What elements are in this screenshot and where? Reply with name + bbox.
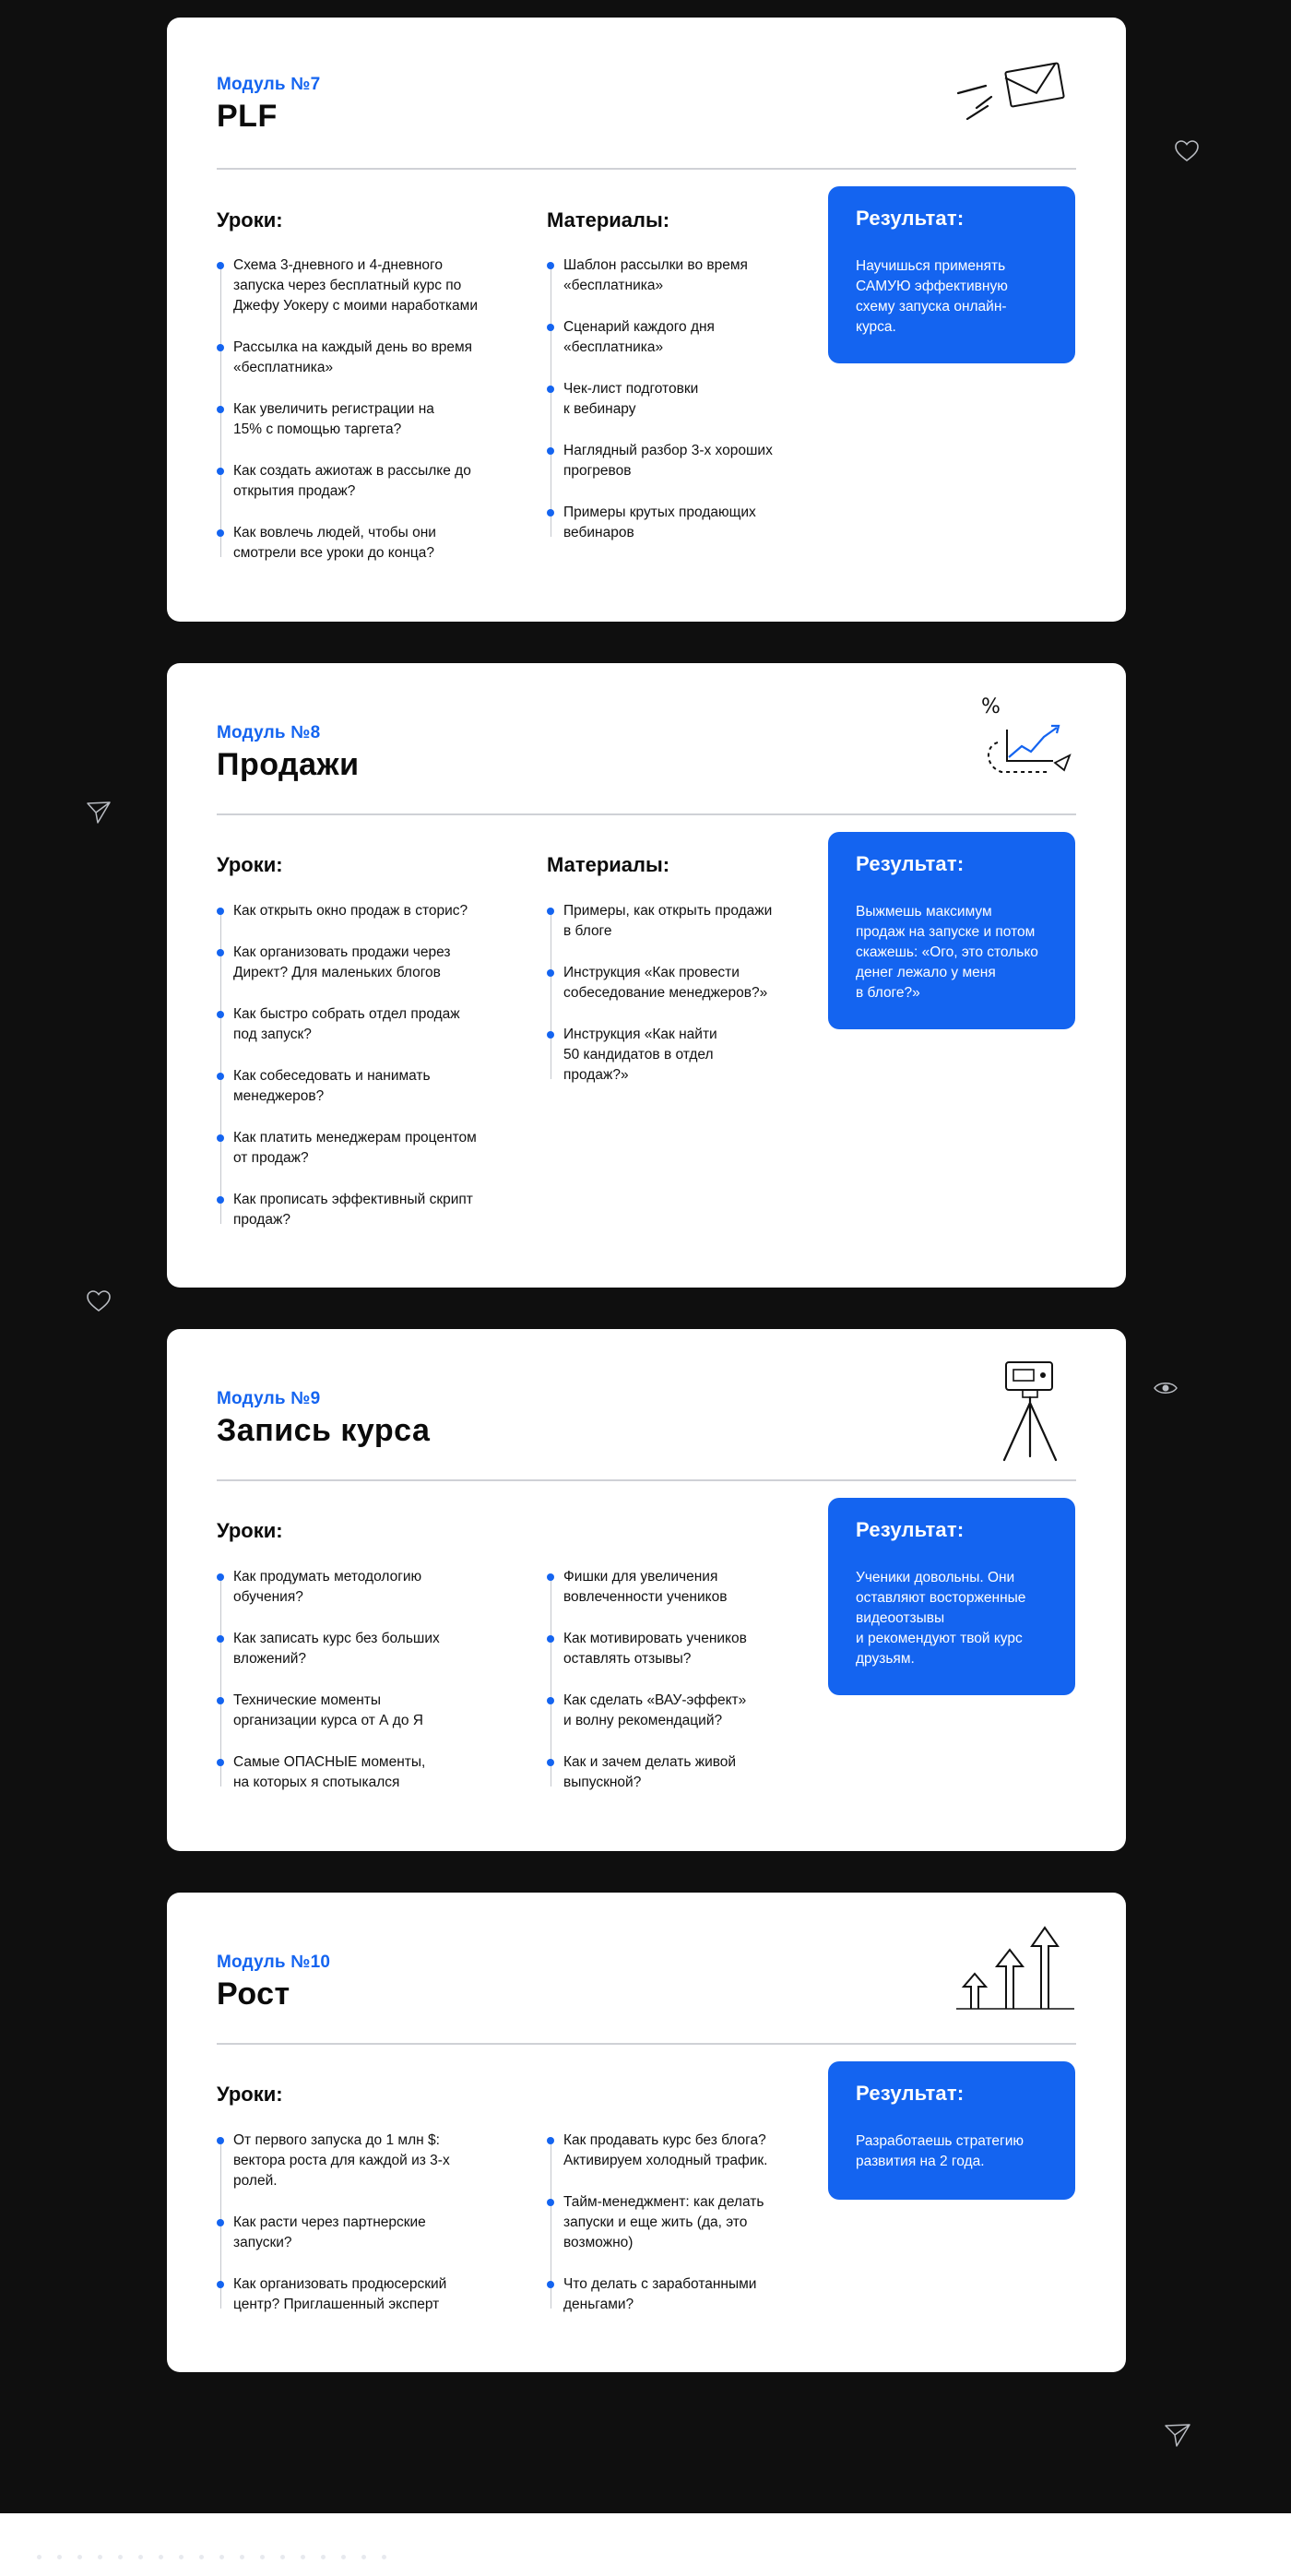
paper-plane-icon [86, 801, 112, 825]
camera-tripod-icon [988, 1357, 1071, 1466]
list-item: Технические моменты организации курса от А до Я [217, 1691, 512, 1731]
list-item: Самые ОПАСНЫЕ моменты, на которых я спотыкался [217, 1752, 512, 1793]
paper-plane-icon [1164, 2422, 1191, 2448]
result-box [828, 186, 1075, 363]
result-box [828, 832, 1075, 1029]
list-item: Рассылка на каждый день во время «бесплатника» [217, 338, 503, 378]
lessons-list [217, 1567, 512, 1814]
result-box [828, 1498, 1075, 1695]
list-item: Как прописать эффективный скрипт продаж? [217, 1190, 512, 1230]
result-text: Научишься применять САМУЮ эффективную схему запуска онлайн- курса. [856, 258, 1008, 335]
list-item: Сценарий каждого дня «бесплатника» [547, 317, 814, 358]
result-heading: Результат: [856, 852, 965, 875]
module-label: Модуль №10 [217, 1953, 331, 1972]
materials-heading: Материалы: [547, 208, 670, 231]
result-text: Выжмешь максимум продаж на запуске и потом скажешь: «Ого, это столько денег лежало у меня в блоге?» [856, 904, 1038, 1001]
list-item: Как собеседовать и нанимать менеджеров? [217, 1066, 512, 1107]
list-item: Шаблон рассылки во время «бесплатника» [547, 255, 814, 296]
lessons-heading: Уроки: [217, 853, 283, 876]
list-item: Как увеличить регистрации на 15% с помощью таргета? [217, 399, 503, 440]
list-item: Примеры, как открыть продажи в блоге [547, 901, 814, 942]
list-item: Схема 3-дневного и 4-дневного запуска через бесплатный курс по Джефу Уокеру с моими наработками [217, 255, 503, 316]
lessons-list [217, 901, 512, 1252]
list-item: Как организовать продюсерский центр? Приглашенный эксперт [217, 2274, 512, 2315]
list-item: Как быстро собрать отдел продаж под запуск? [217, 1004, 512, 1045]
list-item: Примеры крутых продающих вебинаров [547, 503, 814, 543]
list-item: Фишки для увеличения вовлеченности учеников [547, 1567, 814, 1608]
list-item: Тайм-менеджмент: как делать запуски и еще жить (да, это возможно) [547, 2192, 814, 2253]
module-title: PLF [217, 99, 278, 134]
list-item: Инструкция «Как провести собеседование менеджеров?» [547, 963, 814, 1003]
dot-pattern [37, 2555, 386, 2559]
module-title: Запись курса [217, 1413, 431, 1448]
module-card-7 [167, 18, 1126, 622]
heart-icon [86, 1289, 112, 1313]
list-item: Как создать ажиотаж в рассылке до открытия продаж? [217, 461, 503, 502]
page-bottom-strip [0, 2513, 1291, 2576]
list-item: Инструкция «Как найти 50 кандидатов в отдел продаж?» [547, 1025, 814, 1086]
growth-arrows-icon [953, 1922, 1077, 2014]
list-item: Как организовать продажи через Директ? Для маленьких блогов [217, 943, 512, 983]
materials-heading: Материалы: [547, 853, 670, 876]
divider [217, 1479, 1076, 1481]
growth-chart-icon [976, 693, 1077, 785]
divider [217, 2043, 1076, 2045]
module-card-10 [167, 1893, 1126, 2372]
lessons-heading: Уроки: [217, 1519, 283, 1542]
list-item: От первого запуска до 1 млн $: вектора роста для каждой из 3-х ролей. [217, 2131, 512, 2191]
module-label: Модуль №7 [217, 75, 321, 94]
divider [217, 813, 1076, 815]
list-item: Чек-лист подготовки к вебинару [547, 379, 814, 420]
result-heading: Результат: [856, 207, 965, 230]
lessons-list [217, 255, 503, 585]
module-card-8 [167, 663, 1126, 1288]
list-item: Как и зачем делать живой выпускной? [547, 1752, 814, 1793]
list-item: Что делать с заработанными деньгами? [547, 2274, 814, 2315]
module-label: Модуль №8 [217, 723, 321, 742]
list-item: Как записать курс без больших вложений? [217, 1629, 512, 1669]
module-title: Рост [217, 1977, 290, 2012]
module-card-9 [167, 1329, 1126, 1851]
list-item: Как сделать «ВАУ-эффект» и волну рекомендаций? [547, 1691, 814, 1731]
module-label: Модуль №9 [217, 1389, 321, 1408]
lessons-heading: Уроки: [217, 2083, 283, 2106]
envelope-icon [953, 62, 1072, 128]
list-item: Как продумать методологию обучения? [217, 1567, 512, 1608]
result-text: Ученики довольны. Они оставляют восторженные видеоотзывы и рекомендуют твой курс друзьям. [856, 1570, 1026, 1667]
module-title: Продажи [217, 747, 360, 782]
materials-list [547, 255, 814, 564]
list-item: Как продавать курс без блога? Активируем холодный трафик. [547, 2131, 814, 2171]
list-item: Как расти через партнерские запуски? [217, 2213, 512, 2253]
lessons-heading: Уроки: [217, 208, 283, 231]
svg-text:%: % [981, 695, 1001, 718]
result-box [828, 2061, 1075, 2200]
list-item: Наглядный разбор 3-х хороших прогревов [547, 441, 814, 481]
result-heading: Результат: [856, 2082, 965, 2105]
list-item: Как мотивировать учеников оставлять отзывы? [547, 1629, 814, 1669]
list-item: Как открыть окно продаж в сторис? [217, 901, 512, 921]
result-heading: Результат: [856, 1518, 965, 1541]
heart-icon [1174, 139, 1200, 163]
list-item: Как вовлечь людей, чтобы они смотрели все уроки до конца? [217, 523, 503, 564]
list-item: Как платить менеджерам процентом от продаж? [217, 1128, 512, 1169]
lessons-list-2 [547, 1567, 814, 1814]
lessons-list-2 [547, 2131, 814, 2336]
materials-list [547, 901, 814, 1107]
result-text: Разработаешь стратегию развития на 2 года. [856, 2133, 1024, 2169]
eye-icon [1153, 1379, 1178, 1397]
divider [217, 168, 1076, 170]
lessons-list [217, 2131, 512, 2336]
